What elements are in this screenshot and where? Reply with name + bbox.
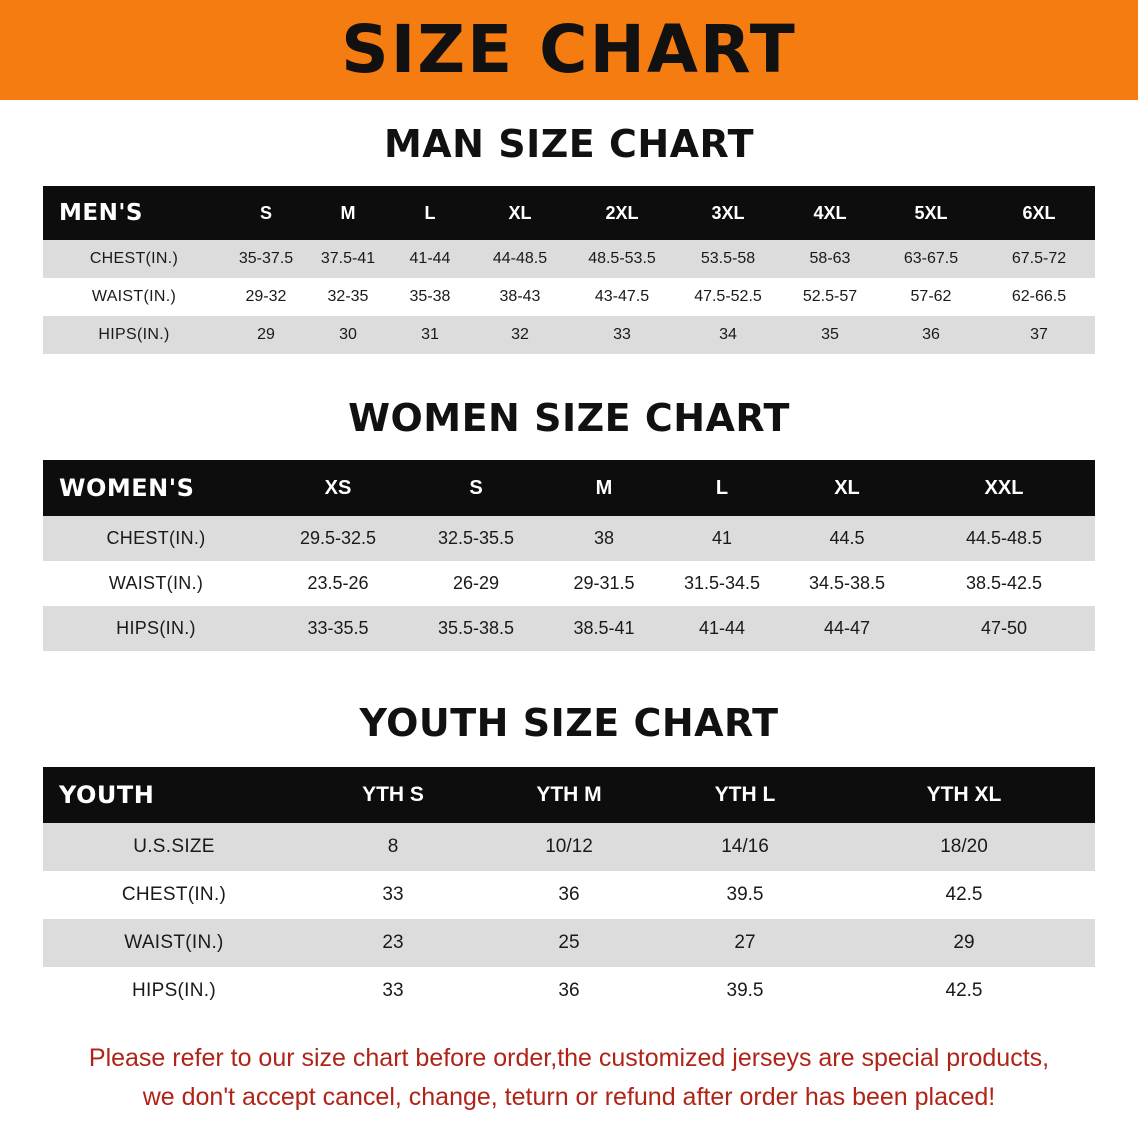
man-r0-c7: 63-67.5: [879, 240, 983, 278]
man-col-5: 3XL: [675, 186, 781, 240]
youth-r2-c3: 29: [833, 919, 1095, 967]
man-r2-c0: 29: [225, 316, 307, 354]
man-col-6: 4XL: [781, 186, 879, 240]
women-section-heading: WOMEN SIZE CHART: [348, 396, 790, 440]
youth-r3-c1: 36: [481, 967, 657, 1015]
man-r2-c7: 36: [879, 316, 983, 354]
women-col-5: XXL: [913, 460, 1095, 516]
youth-r0-c1: 10/12: [481, 823, 657, 871]
women-r0-c2: 38: [545, 516, 663, 561]
women-r2-c2: 38.5-41: [545, 606, 663, 651]
youth-col-2: YTH L: [657, 767, 833, 823]
youth-r2-c1: 25: [481, 919, 657, 967]
women-row-0-label: CHEST(IN.): [43, 516, 269, 561]
youth-r3-c0: 33: [305, 967, 481, 1015]
youth-col-1: YTH M: [481, 767, 657, 823]
size-chart-banner: [0, 0, 1138, 100]
man-r1-c5: 47.5-52.5: [675, 278, 781, 316]
women-r1-c1: 26-29: [407, 561, 545, 606]
table-row: [43, 871, 1095, 919]
man-row-1-label: WAIST(IN.): [43, 278, 225, 316]
man-r1-c2: 35-38: [389, 278, 471, 316]
man-col-2: L: [389, 186, 471, 240]
youth-r2-c0: 23: [305, 919, 481, 967]
man-col-7: 5XL: [879, 186, 983, 240]
man-col-8: 6XL: [983, 186, 1095, 240]
women-col-1: S: [407, 460, 545, 516]
man-r2-c1: 30: [307, 316, 389, 354]
women-size-table: [43, 460, 1095, 651]
man-r0-c6: 58-63: [781, 240, 879, 278]
women-r0-c0: 29.5-32.5: [269, 516, 407, 561]
women-row-2-label: HIPS(IN.): [43, 606, 269, 651]
page-title: SIZE CHART: [341, 11, 797, 88]
table-row: [43, 823, 1095, 871]
man-r1-c3: 38-43: [471, 278, 569, 316]
women-col-4: XL: [781, 460, 913, 516]
youth-r2-c2: 27: [657, 919, 833, 967]
youth-row-0-label: U.S.SIZE: [43, 823, 305, 871]
youth-col-0: YTH S: [305, 767, 481, 823]
women-r1-c2: 29-31.5: [545, 561, 663, 606]
youth-row-3-label: HIPS(IN.): [43, 967, 305, 1015]
youth-size-table: [43, 767, 1095, 1015]
table-row: [43, 240, 1095, 278]
order-policy-note: [34, 1039, 1104, 1117]
man-r1-c1: 32-35: [307, 278, 389, 316]
youth-col-3: YTH XL: [833, 767, 1095, 823]
women-table-header-row: [43, 460, 1095, 516]
man-r1-c8: 62-66.5: [983, 278, 1095, 316]
man-r2-c3: 32: [471, 316, 569, 354]
man-table-corner: MEN'S: [43, 186, 225, 240]
man-r2-c5: 34: [675, 316, 781, 354]
order-policy-note-line-2: we don't accept cancel, change, teturn or refund after order has been placed!: [142, 1082, 996, 1111]
youth-r1-c2: 39.5: [657, 871, 833, 919]
man-r1-c4: 43-47.5: [569, 278, 675, 316]
women-r2-c0: 33-35.5: [269, 606, 407, 651]
youth-size-table-wrapper: [43, 767, 1095, 1015]
women-r2-c1: 35.5-38.5: [407, 606, 545, 651]
table-row: [43, 967, 1095, 1015]
table-row: [43, 316, 1095, 354]
man-r1-c0: 29-32: [225, 278, 307, 316]
man-r0-c8: 67.5-72: [983, 240, 1095, 278]
youth-r0-c3: 18/20: [833, 823, 1095, 871]
youth-section-heading: YOUTH SIZE CHART: [359, 701, 779, 745]
man-col-0: S: [225, 186, 307, 240]
women-r2-c4: 44-47: [781, 606, 913, 651]
youth-table-header-row: [43, 767, 1095, 823]
man-size-table: [43, 186, 1095, 354]
women-r1-c3: 31.5-34.5: [663, 561, 781, 606]
youth-table-corner: YOUTH: [43, 767, 305, 823]
women-r2-c5: 47-50: [913, 606, 1095, 651]
man-r0-c2: 41-44: [389, 240, 471, 278]
youth-r1-c0: 33: [305, 871, 481, 919]
women-table-corner: WOMEN'S: [43, 460, 269, 516]
youth-row-2-label: WAIST(IN.): [43, 919, 305, 967]
order-policy-note-line-1: Please refer to our size chart before order,the customized jerseys are special products,: [88, 1044, 1050, 1072]
women-size-table-wrapper: [43, 460, 1095, 651]
youth-r3-c2: 39.5: [657, 967, 833, 1015]
man-col-4: 2XL: [569, 186, 675, 240]
table-row: [43, 561, 1095, 606]
women-r1-c5: 38.5-42.5: [913, 561, 1095, 606]
man-r1-c7: 57-62: [879, 278, 983, 316]
man-r0-c3: 44-48.5: [471, 240, 569, 278]
women-col-3: L: [663, 460, 781, 516]
youth-r0-c0: 8: [305, 823, 481, 871]
women-r0-c3: 41: [663, 516, 781, 561]
man-row-2-label: HIPS(IN.): [43, 316, 225, 354]
women-r0-c5: 44.5-48.5: [913, 516, 1095, 561]
man-size-table-wrapper: [43, 186, 1095, 354]
women-col-0: XS: [269, 460, 407, 516]
man-r0-c4: 48.5-53.5: [569, 240, 675, 278]
man-row-0-label: CHEST(IN.): [43, 240, 225, 278]
man-section-heading: MAN SIZE CHART: [383, 122, 755, 166]
youth-row-1-label: CHEST(IN.): [43, 871, 305, 919]
youth-r3-c3: 42.5: [833, 967, 1095, 1015]
youth-r0-c2: 14/16: [657, 823, 833, 871]
man-table-header-row: [43, 186, 1095, 240]
women-r0-c4: 44.5: [781, 516, 913, 561]
women-r2-c3: 41-44: [663, 606, 781, 651]
man-r2-c4: 33: [569, 316, 675, 354]
man-r2-c6: 35: [781, 316, 879, 354]
man-r0-c0: 35-37.5: [225, 240, 307, 278]
women-col-2: M: [545, 460, 663, 516]
man-col-3: XL: [471, 186, 569, 240]
table-row: [43, 516, 1095, 561]
man-r0-c5: 53.5-58: [675, 240, 781, 278]
women-r1-c4: 34.5-38.5: [781, 561, 913, 606]
man-col-1: M: [307, 186, 389, 240]
table-row: [43, 606, 1095, 651]
man-r2-c2: 31: [389, 316, 471, 354]
women-r0-c1: 32.5-35.5: [407, 516, 545, 561]
man-r1-c6: 52.5-57: [781, 278, 879, 316]
youth-r1-c1: 36: [481, 871, 657, 919]
table-row: [43, 278, 1095, 316]
man-r2-c8: 37: [983, 316, 1095, 354]
table-row: [43, 919, 1095, 967]
women-row-1-label: WAIST(IN.): [43, 561, 269, 606]
women-r1-c0: 23.5-26: [269, 561, 407, 606]
youth-r1-c3: 42.5: [833, 871, 1095, 919]
man-r0-c1: 37.5-41: [307, 240, 389, 278]
